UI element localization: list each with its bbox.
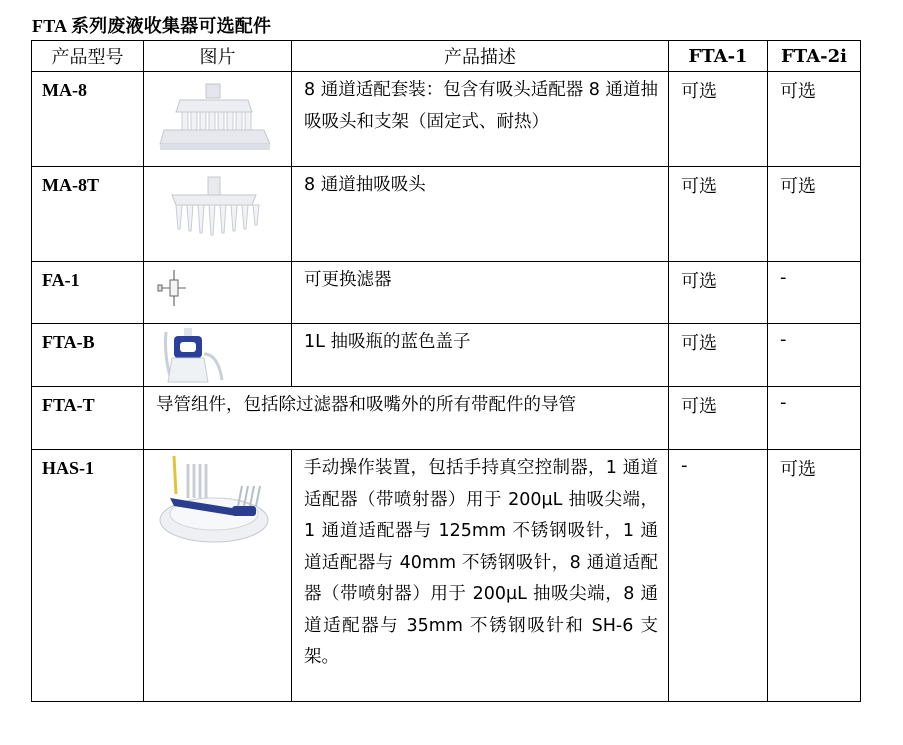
picture-cell [144,262,292,324]
header-picture: 图片 [144,41,292,72]
fta2i-cell: - [768,324,861,387]
filter-image [144,262,290,322]
model-cell: FTA-B [32,324,144,387]
fta2i-cell: 可选 [768,450,861,702]
table-row [32,72,861,167]
picture-cell [144,324,292,387]
8-channel-adapter-set-image [144,72,290,164]
fta1-cell: 可选 [669,262,768,324]
accessories-table [31,40,861,702]
model-cell: MA-8 [32,72,144,167]
description-cell: 手动操作装置，包括手持真空控制器，1 通道适配器（带喷射器）用于 200µL 抽吸尖端，1 通道适配器与 125mm 不锈钢吸针，1 通道适配器与 40mm 不锈钢吸针，8 通道适配器（带喷射器）用于 200µL 抽吸尖端，8 通道适配器与 35mm 不锈钢吸针和 SH-6 支架。 [292,450,669,702]
picture-cell [144,450,292,702]
header-description: 产品描述 [292,41,669,72]
fta2i-cell: 可选 [768,167,861,262]
model-cell: HAS-1 [32,450,144,702]
header-row [32,41,861,72]
description-cell: 导管组件，包括除过滤器和吸嘴外的所有带配件的导管 [144,387,669,450]
table-row [32,167,861,262]
description-cell: 8 通道适配套装：包含有吸头适配器 8 通道抽吸吸头和支架（固定式、耐热） [292,72,669,167]
fta1-cell: - [669,450,768,702]
page-title: FTA 系列废液收集器可选配件 [32,16,272,36]
description-cell: 8 通道抽吸吸头 [292,167,669,262]
table-row [32,324,861,387]
fta1-cell: 可选 [669,387,768,450]
table-row [32,387,861,450]
blue-cap-bottle-image [144,324,290,384]
fta1-cell: 可选 [669,324,768,387]
fta2i-cell: - [768,262,861,324]
picture-cell [144,72,292,167]
table-row [32,262,861,324]
header-fta1: FTA-1 [669,41,768,72]
model-cell: FA-1 [32,262,144,324]
fta2i-cell: - [768,387,861,450]
fta2i-cell: 可选 [768,72,861,167]
hand-operator-image [144,450,290,560]
table-row [32,450,861,702]
fta1-cell: 可选 [669,72,768,167]
header-fta2i: FTA-2i [768,41,861,72]
fta1-cell: 可选 [669,167,768,262]
model-cell: FTA-T [32,387,144,450]
picture-cell [144,167,292,262]
description-cell: 可更换滤器 [292,262,669,324]
model-cell: MA-8T [32,167,144,262]
8-channel-tip-image [144,167,290,259]
header-model: 产品型号 [32,41,144,72]
description-cell: 1L 抽吸瓶的蓝色盖子 [292,324,669,387]
